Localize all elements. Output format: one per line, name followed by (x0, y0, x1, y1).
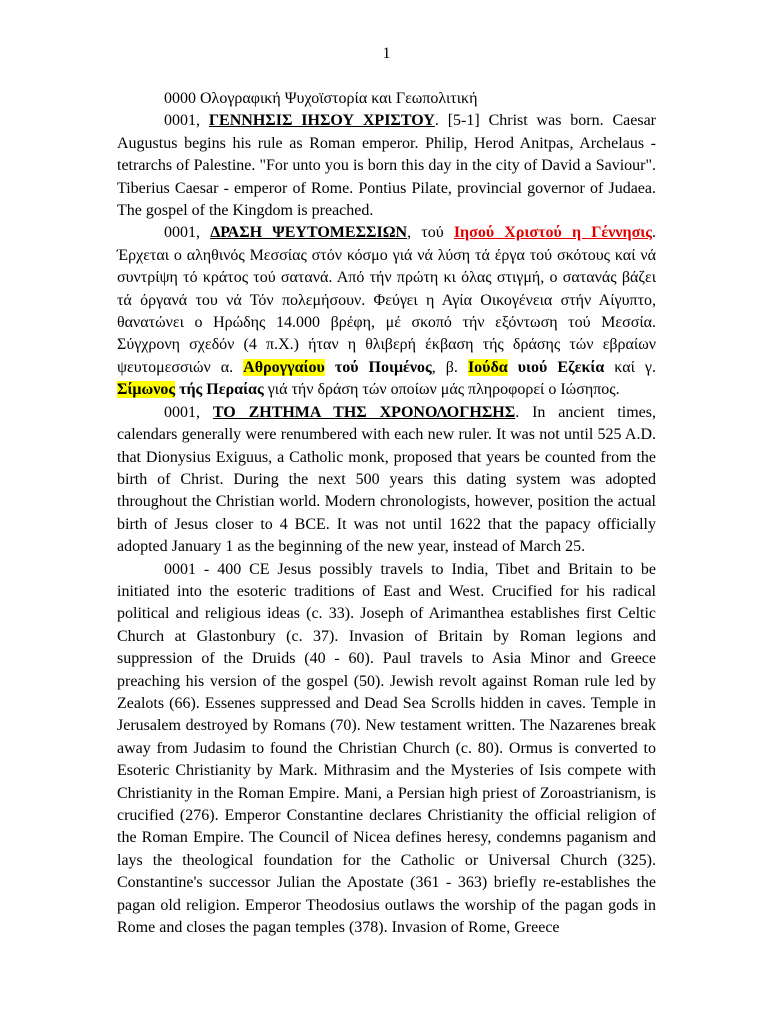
hyperlink-text[interactable]: Ιησού Χριστού η Γέννησις (453, 224, 653, 242)
entry-number: 0001, (164, 112, 209, 130)
bold-text: τής Περαίας (175, 381, 264, 399)
document-body (117, 88, 656, 939)
bold-text: υιού Εζεκία (507, 358, 605, 376)
entry-text: . In ancient times, calendars generally were renumbered with each new ruler. It was not until 525 A.D. that Dionysius Exiguus, a Catholic monk, proposed that years be counted from the birth of Christ. During the next 500 years this dating system was adopted throughout the Christian world. Modern chronologists, however, position the actual birth of Jesus closer to 4 BCE. It was not until 1622 that the papacy officially adopted January 1 as the beginning of the new year, instead of March 25. (117, 403, 657, 556)
entry-false-messiahs (117, 222, 656, 401)
highlighted-name: Ιούδα (467, 358, 508, 376)
highlighted-name: Σίμωνος (117, 381, 176, 399)
entry-text: γιά τήν δράση τών οποίων μάς πληροφορεί ο Ιώσηπος. (263, 381, 620, 399)
entry-text: , τού (407, 224, 454, 242)
entry-text: . Έρχεται ο αληθινός Μεσσίας στόν κόσμο γιά νά λύση τά έργα τού σκότους καί νά συντρίψη τό κράτος τού σατανά. Από τήν πρώτη κι όλας στιγμή, ο σατανάς βάζει τά όργανά του νά Τόν πολεμήσουν. Φεύγει η Αγία Οικογένεια στήν Αίγυπτο, θανατώνει ο Ηρώδης 14.000 βρέφη, μέ σκοπό τήν εξόντωση τού Μεσσία. Σύγχρονη σχεδόν (4 π.Χ.) ήταν η θλιβερή έκβαση τής δράσης τών εβραίων ψευτομεσσιών α. (117, 224, 657, 376)
entry-title: ΤΟ ΖΗΤΗΜΑ ΤΗΣ ΧΡΟΝΟΛΟΓΗΣΗΣ (212, 403, 516, 421)
highlighted-name: Αθρογγαίου (243, 358, 325, 376)
entry-title: ΓΕΝΝΗΣΙΣ ΙΗΣΟΥ ΧΡΙΣΤΟΥ (208, 112, 435, 130)
entry-birth-of-christ (117, 110, 656, 222)
entry-text: καί γ. (604, 358, 656, 376)
entry-number: 0001, (164, 224, 211, 242)
entry-0001-400-ce: 0001 - 400 CE Jesus possibly travels to India, Tibet and Britain to be initiated into the esoteric traditions of East and West. Crucified for his radical political and religious ideas (c. 33). Joseph of Arimanthea establishes first Celtic Church at Glastonbury (c. 37). Invasion of Britain by Roman legions and suppression of the Druids (40 - 60). Paul travels to Asia Minor and Greece preaching his version of the gospel (50). Jewish revolt against Roman rule led by Zealots (66). Essenes suppressed and Dead Sea Scrolls hidden in caves. Temple in Jerusalem destroyed by Romans (70). New testament written. The Nazarenes break away from Judasim to found the Christian Church (c. 80). Ormus is converted to Esoteric Christianity by Mark. Mithrasim and the Mysteries of Isis compete with Christianity in the Roman Empire. Mani, a Persian high priest of Zoroastrianism, is crucified (276). Emperor Constantine declares Christianity the official religion of the Roman Empire. The Council of Nicea defines heresy, condemns paganism and lays the theological foundation for the Catholic or Universal Church (325). Constantine's successor Julian the Apostate (361 - 363) briefly re-establishes the pagan old religion. Emperor Theodosius outlaws the worship of the pagan gods in Rome and closes the pagan temples (378). Invasion of Rome, Greece (117, 560, 656, 937)
entry-number: 0001, (164, 403, 213, 421)
heading-entry: 0000 Ολογραφική Ψυχοϊστορία και Γεωπολιτική (164, 90, 478, 107)
entry-dating-question (117, 402, 656, 559)
entry-text: . [5-1] Christ was born. Caesar Augustus begins his rule as Roman emperor. Philip, Herod Anitpas, Archelaus - tetrarchs of Palestine. "For unto you is born this day in the city of David a Saviour". Tiberius Caesar - emperor of Rome. Pontius Pilate, provincial governor of Judaea. The gospel of the Kingdom is preached. (117, 112, 657, 220)
entry-title: ΔΡΑΣΗ ΨΕΥΤΟΜΕΣΣΙΩΝ (210, 224, 408, 242)
entry-text: , β. (431, 358, 468, 376)
page-number: 1 (382, 45, 391, 62)
bold-text: τού Ποιμένος (324, 358, 432, 376)
